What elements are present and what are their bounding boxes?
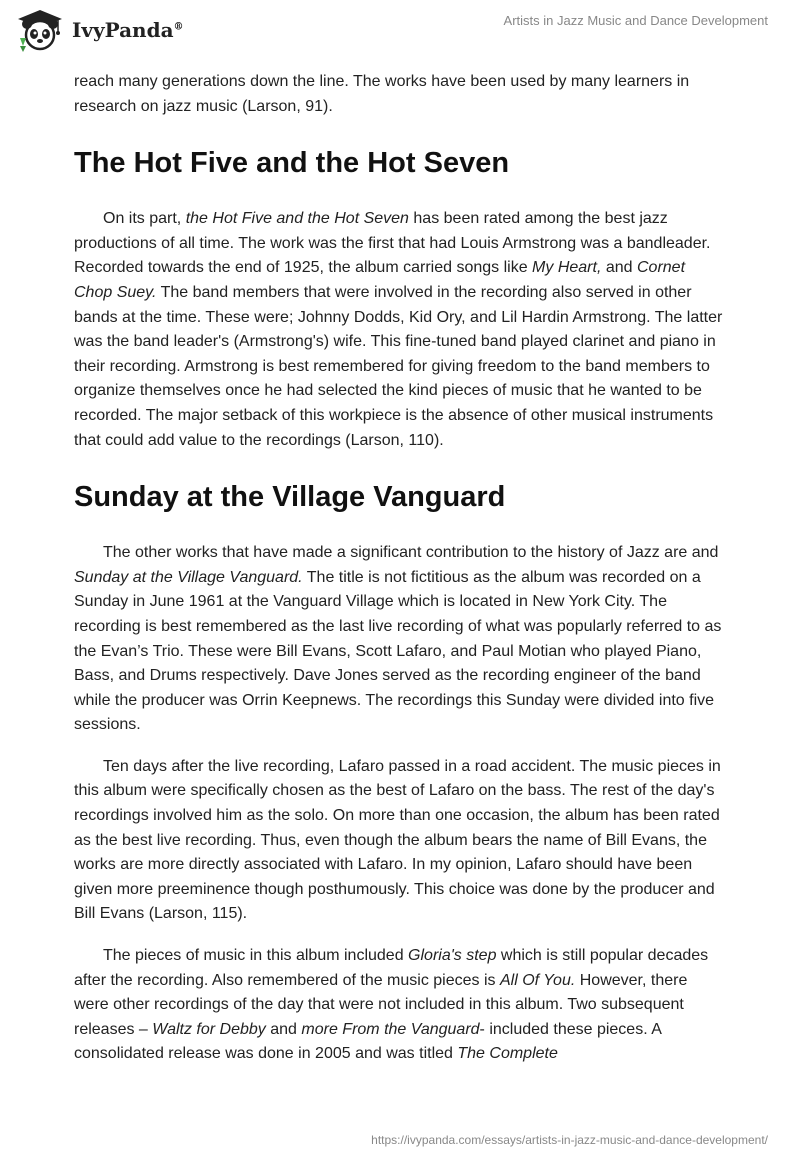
section-heading-hot-five: The Hot Five and the Hot Seven — [74, 147, 510, 180]
document-title: Artists in Jazz Music and Dance Development — [503, 13, 768, 28]
panda-icon — [14, 8, 66, 52]
source-url[interactable]: https://ivypanda.com/essays/artists-in-jazz-music-and-dance-development/ — [371, 1133, 768, 1147]
paragraph: On its part, the Hot Five and the Hot Seven has been rated among the best jazz productions of all time. The work was the first that had Louis Armstrong was a bandleader. Recorded towards the end of 1925, the album carried songs like My Heart, and Cornet Chop Suey. The band members that were involved in the recording also served in other bands at the time. These were; Johnny Dodds, Kid Ory, and Lil Hardin Armstrong. The latter was the band leader's (Armstrong's) wife. This fine-tuned band played clarinet and piano in their recording. Armstrong is best remembered for giving freedom to the band members to organize themselves once he had selected the kind pieces of music that he wanted to be recorded. The major setback of this workpiece is the absence of other musical instruments that could add value to the recordings (Larson, 110). — [74, 210, 723, 449]
page-header — [0, 0, 800, 64]
brand-name: IvyPanda® — [72, 18, 184, 42]
paragraph: The pieces of music in this album included Gloria's step which is still popular decades after the recording. Also remembered of the music pieces is All Of You. However, there were other recordings of the day that were not included in this album. Two subsequent releases – Waltz for Debby and more From the Vanguard- included these pieces. A consolidated release was done in 2005 and was titled The Complete — [74, 947, 709, 1063]
intro-paragraph: reach many generations down the line. The works have been used by many learners in research on jazz music (Larson, 91). — [74, 73, 690, 115]
ivypanda-logo[interactable] — [14, 8, 184, 52]
paragraph: Ten days after the live recording, Lafaro passed in a road accident. The music pieces in this album were specifically chosen as the best of Lafaro on the bass. The rest of the day's recordings involved him as the solo. On more than one occasion, the album has been rated as the best live recording. Thus, even though the album bears the name of Bill Evans, the works are more directly associated with Lafaro. In my opinion, Lafaro should have been given more preeminence though posthumously. This choice was done by the producer and Bill Evans (Larson, 115). — [74, 757, 721, 923]
essay-body — [74, 70, 724, 1084]
paragraph: The other works that have made a significant contribution to the history of Jazz are and Sunday at the Village Vanguard. The title is not fictitious as the album was recorded on a Sunday in June 1961 at the Vanguard Village which is located in New York City. The recording is best remembered as the last live recording of what was popularly referred to as the Evan’s Trio. These were Bill Evans, Scott Lafaro, and Paul Motian who played Piano, Bass, and Drums respectively. Dave Jones served as the recording engineer of the band while the producer was Orrin Keepnews. The recordings this Sunday were divided into five sessions. — [74, 544, 722, 734]
section-heading-village-vanguard: Sunday at the Village Vanguard — [74, 481, 506, 514]
